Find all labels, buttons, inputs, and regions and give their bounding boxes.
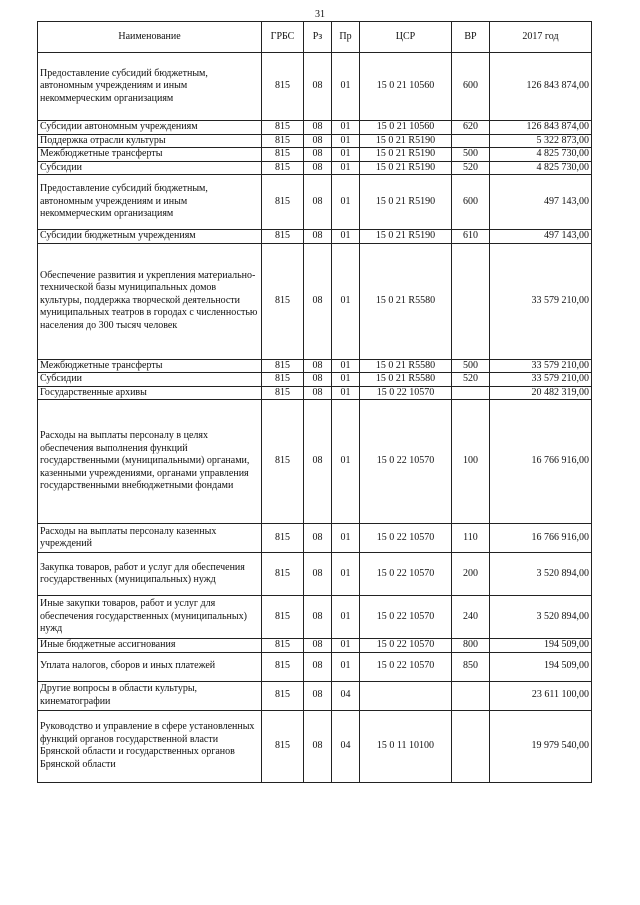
cell-amount: 4 825 730,00 [490, 161, 592, 175]
cell-pr: 01 [332, 359, 360, 373]
cell-amount: 4 825 730,00 [490, 148, 592, 162]
cell-amount: 33 579 210,00 [490, 359, 592, 373]
cell-amount: 33 579 210,00 [490, 243, 592, 359]
cell-vr: 500 [452, 148, 490, 162]
cell-vr: 600 [452, 53, 490, 121]
cell-name: Другие вопросы в области культуры, кинематографии [38, 681, 262, 710]
cell-csr: 15 0 22 10570 [360, 652, 452, 681]
cell-vr: 200 [452, 553, 490, 596]
cell-pr: 01 [332, 161, 360, 175]
cell-rz: 08 [304, 243, 332, 359]
table-row [38, 386, 592, 400]
table-row [38, 134, 592, 148]
cell-name: Расходы на выплаты персоналу в целях обеспечения выполнения функций государственными (муниципальными) органами, казенными учреждениями, органами управления государственными внебюджетными фондами [38, 400, 262, 524]
cell-grbs: 815 [262, 524, 304, 553]
table-row [38, 121, 592, 135]
cell-csr: 15 0 22 10570 [360, 596, 452, 639]
cell-rz: 08 [304, 596, 332, 639]
cell-grbs: 815 [262, 161, 304, 175]
table-row [38, 639, 592, 653]
cell-grbs: 815 [262, 373, 304, 387]
cell-name: Государственные архивы [38, 386, 262, 400]
cell-pr: 01 [332, 53, 360, 121]
cell-pr: 01 [332, 243, 360, 359]
cell-rz: 08 [304, 639, 332, 653]
cell-csr: 15 0 21 10560 [360, 121, 452, 135]
cell-amount: 23 611 100,00 [490, 681, 592, 710]
cell-grbs: 815 [262, 134, 304, 148]
cell-rz: 08 [304, 681, 332, 710]
cell-rz: 08 [304, 524, 332, 553]
table-row [38, 175, 592, 230]
cell-grbs: 815 [262, 121, 304, 135]
cell-amount: 16 766 916,00 [490, 400, 592, 524]
cell-rz: 08 [304, 161, 332, 175]
cell-grbs: 815 [262, 386, 304, 400]
cell-pr: 04 [332, 710, 360, 782]
header-pr: Пр [332, 22, 360, 53]
header-grbs: ГРБС [262, 22, 304, 53]
cell-grbs: 815 [262, 596, 304, 639]
cell-amount: 194 509,00 [490, 652, 592, 681]
budget-table [37, 21, 592, 783]
cell-pr: 04 [332, 681, 360, 710]
cell-csr: 15 0 11 10100 [360, 710, 452, 782]
cell-csr: 15 0 21 R5190 [360, 230, 452, 244]
cell-name: Межбюджетные трансферты [38, 148, 262, 162]
cell-name: Иные закупки товаров, работ и услуг для обеспечения государственных (муниципальных) нужд [38, 596, 262, 639]
cell-vr: 850 [452, 652, 490, 681]
cell-pr: 01 [332, 400, 360, 524]
cell-csr: 15 0 21 R5580 [360, 243, 452, 359]
table-row [38, 359, 592, 373]
table-row [38, 553, 592, 596]
cell-vr: 500 [452, 359, 490, 373]
cell-rz: 08 [304, 553, 332, 596]
cell-name: Иные бюджетные ассигнования [38, 639, 262, 653]
cell-pr: 01 [332, 524, 360, 553]
cell-amount: 497 143,00 [490, 175, 592, 230]
header-name: Наименование [38, 22, 262, 53]
cell-rz: 08 [304, 359, 332, 373]
cell-amount: 16 766 916,00 [490, 524, 592, 553]
cell-name: Уплата налогов, сборов и иных платежей [38, 652, 262, 681]
cell-vr: 600 [452, 175, 490, 230]
cell-grbs: 815 [262, 148, 304, 162]
page-number: 31 [315, 9, 325, 20]
cell-vr: 800 [452, 639, 490, 653]
cell-csr: 15 0 21 R5580 [360, 373, 452, 387]
cell-vr: 110 [452, 524, 490, 553]
header-csr: ЦСР [360, 22, 452, 53]
cell-rz: 08 [304, 386, 332, 400]
cell-name: Субсидии [38, 161, 262, 175]
cell-grbs: 815 [262, 400, 304, 524]
cell-vr: 520 [452, 373, 490, 387]
cell-csr: 15 0 22 10570 [360, 386, 452, 400]
cell-amount: 497 143,00 [490, 230, 592, 244]
table-row [38, 524, 592, 553]
table-row [38, 400, 592, 524]
cell-vr: 240 [452, 596, 490, 639]
cell-csr: 15 0 22 10570 [360, 400, 452, 524]
cell-csr: 15 0 21 10560 [360, 53, 452, 121]
cell-csr: 15 0 21 R5580 [360, 359, 452, 373]
cell-name: Предоставление субсидий бюджетным, автономным учреждениям и иным некоммерческим организациям [38, 175, 262, 230]
cell-grbs: 815 [262, 710, 304, 782]
cell-vr [452, 710, 490, 782]
cell-pr: 01 [332, 148, 360, 162]
table-row [38, 373, 592, 387]
cell-vr: 610 [452, 230, 490, 244]
cell-amount: 20 482 319,00 [490, 386, 592, 400]
cell-csr: 15 0 21 R5190 [360, 134, 452, 148]
cell-amount: 126 843 874,00 [490, 121, 592, 135]
cell-pr: 01 [332, 373, 360, 387]
cell-vr [452, 681, 490, 710]
cell-grbs: 815 [262, 639, 304, 653]
cell-pr: 01 [332, 596, 360, 639]
cell-amount: 194 509,00 [490, 639, 592, 653]
cell-name: Руководство и управление в сфере установленных функций органов государственной власти Брянской области и государственных органов Брянской области [38, 710, 262, 782]
cell-csr: 15 0 21 R5190 [360, 148, 452, 162]
table-row [38, 596, 592, 639]
cell-grbs: 815 [262, 243, 304, 359]
cell-csr: 15 0 22 10570 [360, 524, 452, 553]
table-row [38, 681, 592, 710]
cell-pr: 01 [332, 639, 360, 653]
cell-grbs: 815 [262, 230, 304, 244]
cell-rz: 08 [304, 175, 332, 230]
header-year: 2017 год [490, 22, 592, 53]
table-row [38, 652, 592, 681]
header-vr: ВР [452, 22, 490, 53]
cell-grbs: 815 [262, 359, 304, 373]
cell-amount: 33 579 210,00 [490, 373, 592, 387]
cell-csr: 15 0 21 R5190 [360, 161, 452, 175]
cell-amount: 19 979 540,00 [490, 710, 592, 782]
cell-vr [452, 386, 490, 400]
cell-amount: 126 843 874,00 [490, 53, 592, 121]
table-row [38, 230, 592, 244]
table-row [38, 53, 592, 121]
cell-vr: 100 [452, 400, 490, 524]
cell-pr: 01 [332, 652, 360, 681]
cell-vr: 620 [452, 121, 490, 135]
cell-name: Межбюджетные трансферты [38, 359, 262, 373]
cell-grbs: 815 [262, 175, 304, 230]
cell-csr: 15 0 21 R5190 [360, 175, 452, 230]
table-row [38, 710, 592, 782]
cell-name: Поддержка отрасли культуры [38, 134, 262, 148]
cell-name: Расходы на выплаты персоналу казенных учреждений [38, 524, 262, 553]
cell-pr: 01 [332, 553, 360, 596]
cell-name: Субсидии автономным учреждениям [38, 121, 262, 135]
table-row [38, 148, 592, 162]
cell-name: Предоставление субсидий бюджетным, автономным учреждениям и иным некоммерческим организациям [38, 53, 262, 121]
cell-pr: 01 [332, 386, 360, 400]
cell-vr [452, 134, 490, 148]
cell-amount: 3 520 894,00 [490, 596, 592, 639]
cell-name: Закупка товаров, работ и услуг для обеспечения государственных (муниципальных) нужд [38, 553, 262, 596]
cell-grbs: 815 [262, 681, 304, 710]
cell-vr [452, 243, 490, 359]
cell-grbs: 815 [262, 652, 304, 681]
cell-grbs: 815 [262, 53, 304, 121]
cell-rz: 08 [304, 400, 332, 524]
cell-pr: 01 [332, 230, 360, 244]
cell-name: Субсидии бюджетным учреждениям [38, 230, 262, 244]
cell-rz: 08 [304, 230, 332, 244]
cell-rz: 08 [304, 373, 332, 387]
cell-csr: 15 0 22 10570 [360, 639, 452, 653]
cell-rz: 08 [304, 148, 332, 162]
cell-rz: 08 [304, 710, 332, 782]
cell-amount: 5 322 873,00 [490, 134, 592, 148]
cell-rz: 08 [304, 134, 332, 148]
cell-pr: 01 [332, 121, 360, 135]
cell-csr: 15 0 22 10570 [360, 553, 452, 596]
cell-name: Субсидии [38, 373, 262, 387]
cell-pr: 01 [332, 134, 360, 148]
cell-rz: 08 [304, 121, 332, 135]
header-rz: Рз [304, 22, 332, 53]
cell-csr [360, 681, 452, 710]
table-row [38, 243, 592, 359]
cell-rz: 08 [304, 53, 332, 121]
cell-vr: 520 [452, 161, 490, 175]
cell-name: Обеспечение развития и укрепления материально-технической базы муниципальных домов культуры, поддержка творческой деятельности муниципальных театров в городах с численностью населения до 300 тысяч человек [38, 243, 262, 359]
cell-grbs: 815 [262, 553, 304, 596]
cell-rz: 08 [304, 652, 332, 681]
cell-amount: 3 520 894,00 [490, 553, 592, 596]
cell-pr: 01 [332, 175, 360, 230]
header-row [38, 22, 592, 53]
table-row [38, 161, 592, 175]
